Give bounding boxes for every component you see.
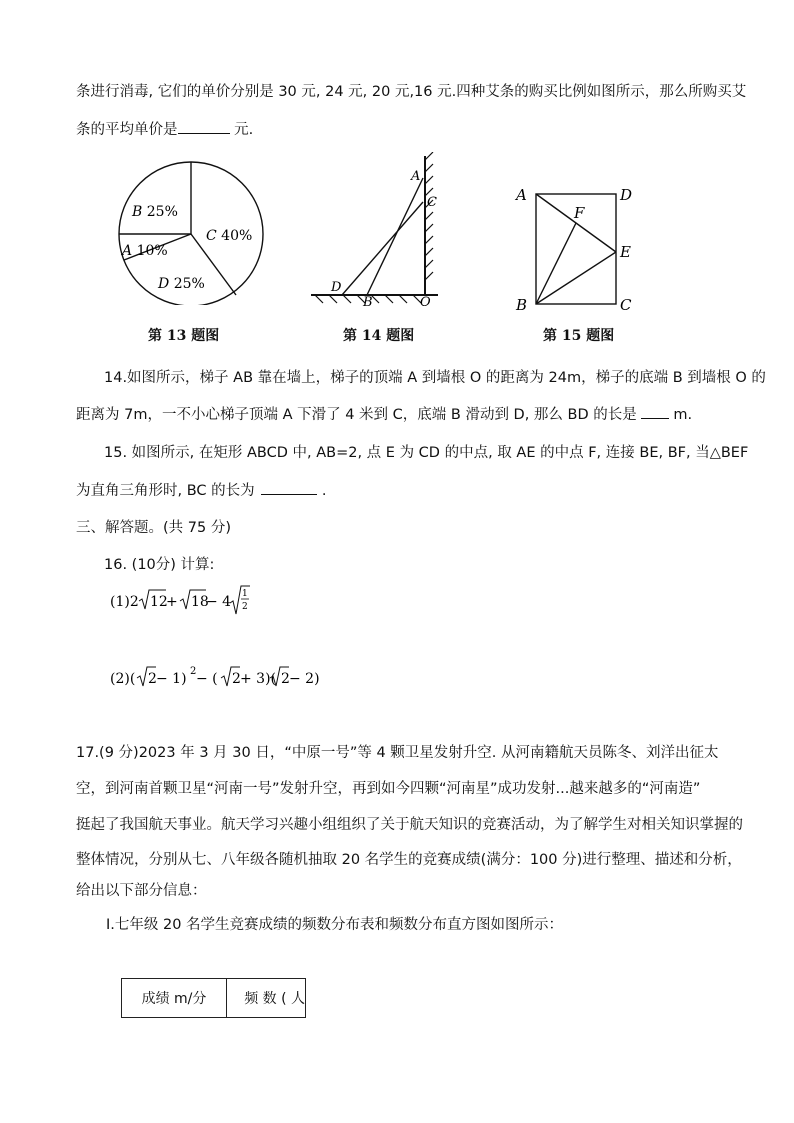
point-d-label: D — [620, 186, 633, 204]
q14-line2 — [76, 403, 692, 424]
pie-slice-d-label: D 25% — [158, 276, 205, 292]
table-header-score: 成绩 m/分 — [122, 979, 227, 1018]
point-o-label: O — [420, 295, 431, 310]
expr-text: (1)2 — [110, 594, 139, 610]
pie-slice-a-label: A 10% — [122, 243, 168, 259]
q14-line1: 14.如图所示，梯子 AB 靠在墙上，梯子的顶端 A 到墙根 O 的距离为 24m，梯子的底端 B 到墙根 O 的 — [104, 370, 766, 386]
frequency-table — [121, 978, 306, 1018]
pie-chart — [108, 160, 278, 305]
segment-bf — [536, 223, 576, 304]
expr-text: + 3)( — [240, 671, 277, 687]
point-a-label: A — [516, 186, 527, 204]
q17-line1: 17.(9 分)2023 年 3 月 30 日，“中原一号”等 4 颗卫星发射升空. 从河南籍航天员陈冬、刘洋出征太 — [76, 745, 719, 761]
pie-slice-b-label: B 25% — [132, 204, 178, 220]
radicand: 12 — [150, 594, 168, 610]
fraction-numerator: 1 — [242, 589, 248, 599]
table-header-frequency: 频 数 ( 人 — [227, 979, 306, 1018]
q15-line2-before: 为直角三角形时, BC 的长为 — [76, 483, 260, 499]
q13-line2 — [76, 118, 253, 139]
q15-line2 — [76, 479, 326, 500]
ladder-figure — [305, 152, 450, 312]
expr-text: − 2) — [289, 671, 320, 687]
table-row — [122, 979, 306, 1018]
radicand: 2 — [281, 671, 290, 687]
ladder-ab — [367, 178, 423, 295]
caption-15: 第 15 题图 — [543, 328, 615, 344]
q14-line2-after: m. — [668, 407, 693, 423]
expr-text: (2)( — [110, 671, 136, 687]
exponent: 2 — [190, 666, 197, 677]
q13-line2-before: 条的平均单价是 — [76, 122, 178, 138]
point-d-label: D — [331, 280, 342, 295]
ladder-cd — [342, 202, 423, 295]
radicand: 18 — [191, 594, 209, 610]
answer-blank — [641, 404, 669, 419]
expr-text: − ( — [196, 671, 218, 687]
caption-13: 第 13 题图 — [148, 328, 220, 344]
radicand: 2 — [232, 671, 241, 687]
q13-line2-after: 元. — [229, 122, 254, 138]
pie-slice-c-label: C 40% — [206, 228, 253, 244]
point-a-label: A — [411, 169, 421, 184]
point-b-label: B — [516, 296, 528, 314]
q17-line3: 挺起了我国航天事业。航天学习兴趣小组组织了关于航天知识的竞赛活动，为了解学生对相关知识掌握的 — [76, 817, 743, 833]
section-heading: 三、解答题。(共 75 分) — [76, 520, 231, 536]
answer-blank — [178, 119, 230, 134]
q15-line1: 15. 如图所示, 在矩形 ABCD 中, AB=2, 点 E 为 CD 的中点, 取 AE 的中点 F, 连接 BE, BF, 当△BEF — [104, 445, 749, 461]
fraction-denominator: 2 — [242, 602, 248, 612]
q14-line2-before: 距离为 7m，一不小心梯子顶端 A 下滑了 4 米到 C，底端 B 滑动到 D, 那么 BD 的长是 — [76, 407, 637, 423]
expr-text: − 1) — [156, 671, 187, 687]
caption-14: 第 14 题图 — [343, 328, 415, 344]
q17-line4: 整体情况，分别从七、八年级各随机抽取 20 名学生的竞赛成绩(满分：100 分)进行整理、描述和分析， — [76, 852, 742, 868]
point-c-label: C — [620, 296, 632, 314]
q16-part2-expression — [110, 664, 330, 692]
q17-line5: 给出以下部分信息： — [76, 883, 207, 899]
q17-info1: Ⅰ.七年级 20 名学生竞赛成绩的频数分布表和频数分布直方图如图所示： — [106, 917, 564, 933]
point-f-label: F — [574, 204, 585, 222]
point-c-label: C — [427, 195, 437, 210]
radicand: 2 — [148, 671, 157, 687]
wall-hatching — [425, 152, 433, 280]
q16-part1-expression — [110, 585, 270, 617]
segment-be — [536, 252, 616, 304]
answer-blank — [261, 480, 317, 495]
q17-line2: 空，到河南首颗卫星“河南一号”发射升空，再到如今四颗“河南星”成功发射...越来越多的“河南造” — [76, 781, 701, 797]
point-b-label: B — [363, 295, 373, 310]
q13-line1: 条进行消毒, 它们的单价分别是 30 元, 24 元, 20 元,16 元.四种艾条的购买比例如图所示，那么所购买艾 — [76, 84, 747, 100]
expr-text: − 4 — [206, 594, 232, 610]
expr-text: + — [166, 594, 178, 610]
q16-heading: 16. (10分) 计算: — [104, 557, 215, 573]
rectangle-figure — [510, 178, 640, 318]
q15-line2-after: . — [317, 483, 327, 499]
point-e-label: E — [620, 243, 631, 261]
